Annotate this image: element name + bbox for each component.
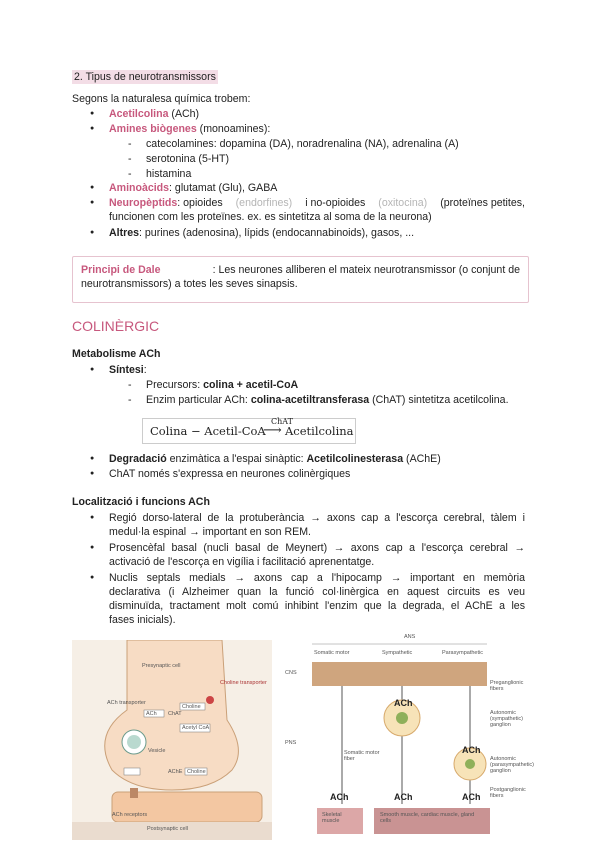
figure-label: CNS [285,670,297,676]
figure-label: Parasympathetic [442,650,483,656]
list-item: ● Síntesi: [109,363,147,377]
figure-label: Choline [182,704,201,710]
figure-label: Autonomic (parasympathetic) ganglion [490,756,535,774]
figure-label: AChE [168,769,183,775]
list-item: ● Nuclis septals medials → axons cap a l'hipocamp → important en memòria declarativa (i Alzheimer quan la funció col·linèrgica en aquest circuits es veu disminuïda, tractament molt comú inhibint l'enzim que la degrada, el AChE a les fases inicials). [109,571,525,627]
list-item: - catecolamines: dopamina (DA), noradrenalina (NA), adrenalina (A) [146,137,459,151]
figure-label: ACh transporter [107,700,146,706]
list-item: ● Altres: purines (adenosina), lípids (endocannabinoids), gasos, ... [109,226,414,240]
figure-label: Skeletal muscle [322,812,342,824]
ans-diagram [282,632,535,840]
figure-label: ChAT [168,711,182,717]
list-item: ● Regió dorso-lateral de la protuberància → axons cap a l'escorça cerebral, tàlem i medul·la espinal → important en son REM. [109,511,525,539]
ach-label: ACh [394,698,413,708]
dale-principle-box: Principi de Dale : Les neurones alliberen el mateix neurotransmissor (o conjunt de neurotransmissors) a totes les seves sinapsis. [72,256,529,303]
ach-label: ACh [462,792,481,802]
list-item: ● Amines biògenes (monoamines): [109,122,270,136]
list-item: ● Neuropèptids: opioides (endorfines) i no-opioides (oxitocina) (proteïnes petites, funcionen com les proteïnes. ex. es sintetitza al soma de la neurona) [109,196,525,224]
list-item: ● Aminoàcids: glutamat (Glu), GABA [109,181,277,195]
metab-title: Metabolisme ACh [72,348,161,360]
figure-label: ACh [146,711,157,717]
ach-label: ACh [462,745,481,755]
figure-label: Sympathetic [382,650,413,656]
list-item: ● ChAT només s'expressa en neurones colinèrgiques [109,467,350,481]
list-item: ● Acetilcolina (ACh) [109,107,199,121]
figure-label: Presynaptic cell [142,663,181,669]
figure-label: Smooth muscle, cardiac muscle, gland cells [380,812,475,824]
figure-label: ACh receptors [112,812,148,818]
list-item: - Enzim particular ACh: colina-acetiltransferasa (ChAT) sintetitza acetilcolina. [146,393,509,407]
ach-label: ACh [394,792,413,802]
figure-label: Choline [187,769,206,775]
figure-label: Somatic motor [314,650,350,656]
list-item: ● Degradació enzimàtica a l'espai sinàptic: Acetilcolinesterasa (AChE) [109,452,441,466]
figure-label: ANS [404,634,416,640]
figure-label: Vesicle [148,748,166,754]
list-item: ● Prosencèfal basal (nucli basal de Meynert) → axons cap a l'escorça cerebral → activació de l'escorça en vigília i facilitació aprenentatge. [109,541,525,569]
figure-label: Acetyl CoA [182,725,210,731]
loc-title: Localització i funcions ACh [72,496,210,508]
section-title: 2. Tipus de neurotransmissors [74,71,216,83]
synthesis-formula: Colina − Acetil-CoA ChAT ⟶ Acetilcolina [142,418,356,444]
figure-label: Autonomic (sympathetic) ganglion [490,710,524,728]
synapse-figure [72,640,272,840]
ans-figure [282,632,535,840]
figure-label: Preganglionic fibers [490,680,524,692]
synapse-diagram [72,640,272,840]
list-item: - Precursors: colina + acetil-CoA [146,378,298,392]
figure-label: Choline transporter [220,680,267,686]
ach-label: ACh [330,792,349,802]
figure-label: Somatic motor fiber [344,750,380,762]
colinergic-heading: COLINÈRGIC [72,318,160,334]
figure-label: Postganglionic fibers [490,787,526,799]
intro-text: Segons la naturalesa química trobem: [72,93,251,105]
list-item: - serotonina (5-HT) [146,152,229,166]
figure-label: Postsynaptic cell [147,826,188,832]
figure-label: PNS [285,740,297,746]
list-item: - histamina [146,167,191,181]
